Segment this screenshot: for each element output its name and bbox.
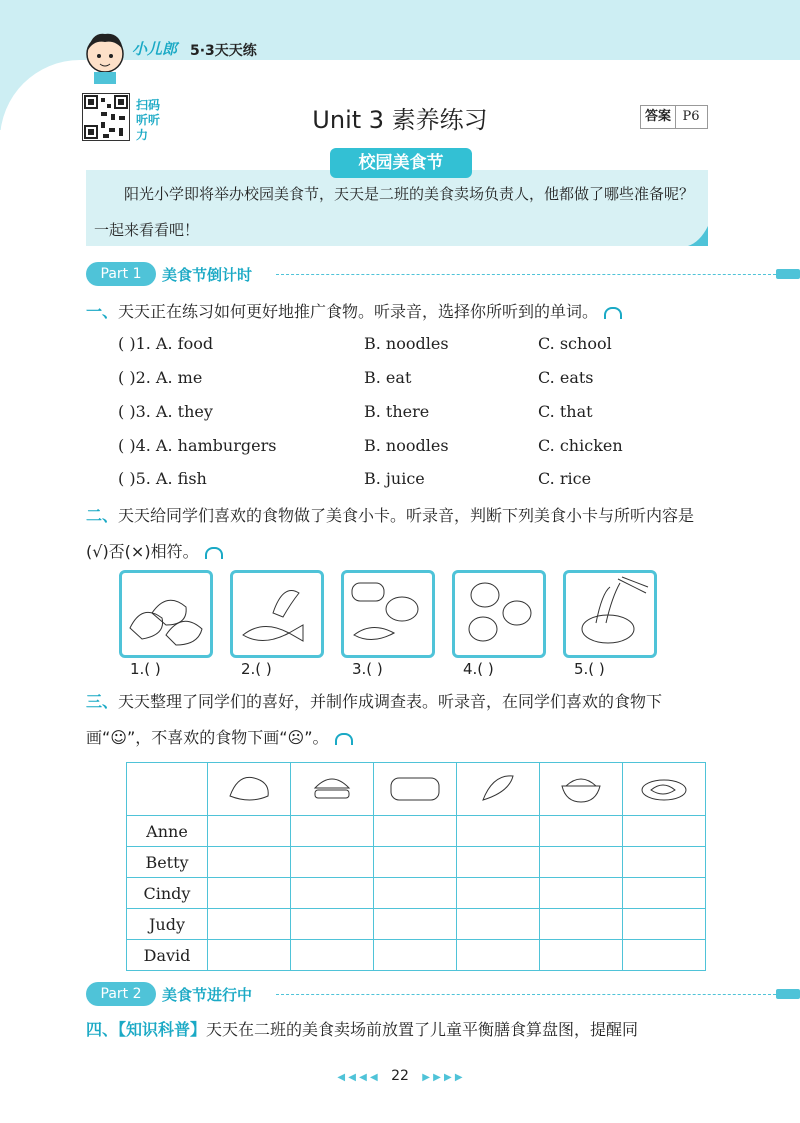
q4-text: 天天在二班的美食卖场前放置了儿童平衡膳食算盘图，提醒同	[206, 1020, 639, 1039]
fish-vegetable-icon	[233, 573, 321, 655]
answer-cell[interactable]	[208, 816, 291, 847]
q1-item-b[interactable]: B. juice	[364, 469, 425, 488]
hamburger-icon	[455, 573, 543, 655]
q4-tag: 【知识科普】	[118, 1020, 207, 1039]
header-rice	[540, 763, 623, 816]
q1-item-b[interactable]: B. eat	[364, 368, 412, 387]
answer-cell[interactable]	[457, 909, 540, 940]
student-name: Judy	[127, 909, 208, 940]
card-label[interactable]: 4.( )	[463, 660, 494, 678]
answer-page: P6	[675, 106, 706, 128]
answer-cell[interactable]	[623, 816, 706, 847]
answer-cell[interactable]	[457, 847, 540, 878]
footer-left-arrows: ◀ ◀ ◀ ◀	[337, 1072, 378, 1083]
part1-title: 美食节倒计时	[162, 266, 253, 284]
answer-cell[interactable]	[374, 847, 457, 878]
intro-tag: 校园美食节	[330, 148, 472, 178]
bread-icon	[385, 770, 445, 804]
header-bread	[374, 763, 457, 816]
series-name: 5·3天天练	[190, 43, 257, 59]
fish-dish-icon	[639, 770, 689, 804]
rice-bowl-icon	[556, 770, 606, 804]
answer-cell[interactable]	[540, 940, 623, 971]
headphone-icon[interactable]	[205, 547, 223, 559]
answer-cell[interactable]	[540, 909, 623, 940]
answer-cell[interactable]	[457, 940, 540, 971]
card-noodles	[563, 570, 657, 658]
header-fish-dish	[623, 763, 706, 816]
part2-bar	[86, 982, 800, 1006]
answer-cell[interactable]	[208, 878, 291, 909]
q1-item-b[interactable]: B. noodles	[364, 334, 449, 353]
q1-num: 一、	[86, 302, 119, 321]
answer-cell[interactable]	[291, 816, 374, 847]
card-label[interactable]: 2.( )	[241, 660, 272, 678]
footer-right-arrows: ▶ ▶ ▶ ▶	[422, 1072, 463, 1083]
card-label[interactable]: 5.( )	[574, 660, 605, 678]
noodles-icon	[566, 573, 654, 655]
student-name: Cindy	[127, 878, 208, 909]
q3-num: 三、	[86, 692, 119, 711]
q3-text: 天天整理了同学们的喜好，并制作成调查表。听录音，在同学们喜欢的食物下画“☺”，不喜欢的食物下画“☹”。	[86, 692, 663, 747]
answer-ref	[640, 105, 708, 129]
bread-chicken-icon	[344, 573, 432, 655]
student-name: Betty	[127, 847, 208, 878]
survey-table	[126, 762, 706, 971]
answer-cell[interactable]	[540, 847, 623, 878]
card-label[interactable]: 3.( )	[352, 660, 383, 678]
header-hamburger	[291, 763, 374, 816]
answer-cell[interactable]	[291, 909, 374, 940]
answer-label: 答案	[644, 109, 671, 124]
answer-cell[interactable]	[374, 909, 457, 940]
student-name: Anne	[127, 816, 208, 847]
part2-label: Part 2	[86, 982, 156, 1006]
q1-item-a[interactable]: ( )3. A. they	[118, 402, 213, 421]
answer-cell[interactable]	[457, 878, 540, 909]
q2-num: 二、	[86, 506, 119, 525]
q2	[86, 498, 708, 570]
mascot-icon	[80, 28, 130, 84]
pencil-icon	[776, 989, 800, 999]
vegetable-icon	[473, 770, 523, 804]
answer-cell[interactable]	[540, 816, 623, 847]
scan-listen-label: 扫码听听力	[136, 98, 161, 142]
answer-cell[interactable]	[208, 909, 291, 940]
q1-item-c[interactable]: C. chicken	[538, 436, 623, 455]
answer-cell[interactable]	[291, 940, 374, 971]
answer-cell[interactable]	[623, 909, 706, 940]
page-footer	[0, 1068, 800, 1084]
answer-cell[interactable]	[540, 878, 623, 909]
answer-cell[interactable]	[291, 847, 374, 878]
part1-bar	[86, 262, 800, 286]
table-corner	[127, 763, 208, 816]
header-dumpling	[208, 763, 291, 816]
q4	[86, 1012, 708, 1048]
q1-item-b[interactable]: B. there	[364, 402, 430, 421]
answer-cell[interactable]	[623, 878, 706, 909]
headphone-icon[interactable]	[335, 733, 353, 745]
q1-item-a[interactable]: ( )1. A. food	[118, 334, 214, 353]
dumpling-icon	[224, 770, 274, 804]
card-label[interactable]: 1.( )	[130, 660, 161, 678]
answer-cell[interactable]	[623, 847, 706, 878]
answer-cell[interactable]	[208, 847, 291, 878]
dumplings-icon	[122, 573, 210, 655]
q1-item-a[interactable]: ( )5. A. fish	[118, 469, 207, 488]
answer-cell[interactable]	[623, 940, 706, 971]
answer-cell[interactable]	[374, 878, 457, 909]
answer-cell[interactable]	[374, 940, 457, 971]
q1-item-c[interactable]: C. that	[538, 402, 593, 421]
brand-name: 小儿郎	[132, 40, 178, 58]
card-bread-chicken	[341, 570, 435, 658]
q1-item-a[interactable]: ( )2. A. me	[118, 368, 203, 387]
q1-text: 天天正在练习如何更好地推广食物。听录音，选择你所听到的单词。	[118, 302, 599, 321]
card-hamburgers	[452, 570, 546, 658]
page-title: Unit 3 素养练习	[312, 106, 488, 134]
q3	[86, 684, 708, 756]
headphone-icon[interactable]	[604, 307, 622, 319]
student-name: David	[127, 940, 208, 971]
answer-cell[interactable]	[208, 940, 291, 971]
q1-item-c[interactable]: C. eats	[538, 368, 594, 387]
hamburger-icon	[307, 770, 357, 804]
q1-item-c[interactable]: C. school	[538, 334, 612, 353]
q1	[86, 294, 708, 330]
header-vegetable	[457, 763, 540, 816]
card-dumplings	[119, 570, 213, 658]
card-fish-vegetable	[230, 570, 324, 658]
part2-title: 美食节进行中	[162, 986, 253, 1004]
q2-text: 天天给同学们喜欢的食物做了美食小卡。听录音，判断下列美食小卡与所听内容是(√)否(×)相符。	[86, 506, 695, 561]
q1-item-c[interactable]: C. rice	[538, 469, 592, 488]
q1-item-a[interactable]: ( )4. A. hamburgers	[118, 436, 277, 455]
q1-item-b[interactable]: B. noodles	[364, 436, 449, 455]
answer-cell[interactable]	[374, 816, 457, 847]
intro-text: 阳光小学即将举办校园美食节，天天是二班的美食卖场负责人，他都做了哪些准备呢？一起来看看吧！	[94, 185, 695, 239]
answer-cell[interactable]	[291, 878, 374, 909]
page-number: 22	[391, 1068, 409, 1084]
q4-num: 四、	[86, 1020, 119, 1039]
part1-label: Part 1	[86, 262, 156, 286]
answer-cell[interactable]	[457, 816, 540, 847]
pencil-icon	[776, 269, 800, 279]
